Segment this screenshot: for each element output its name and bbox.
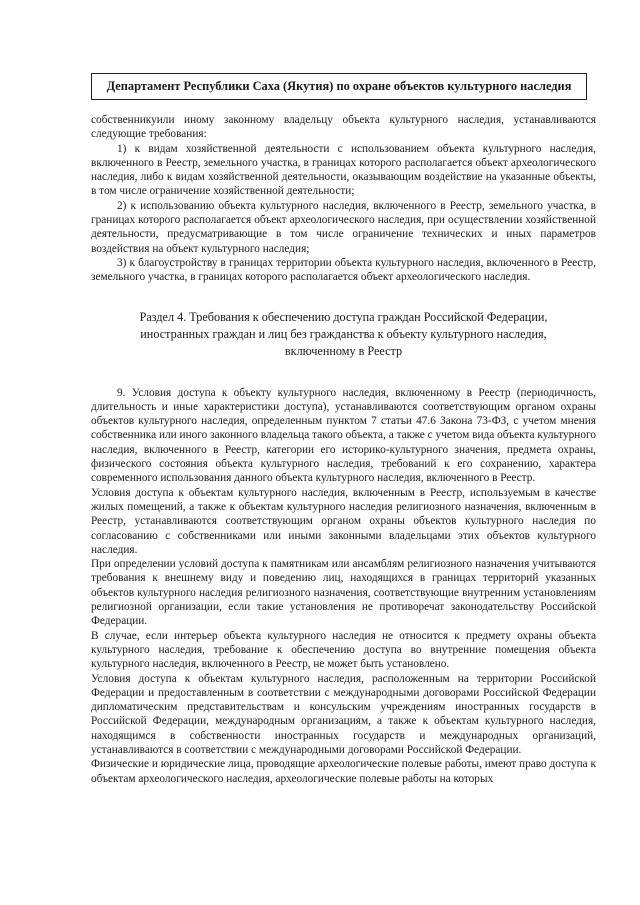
intro-paragraph: собственникуили иному законному владельцу объекта культурного наследия, устанавливаются следующие требования: [91, 114, 596, 141]
section-title [91, 309, 596, 360]
department-title: Департамент Республики Саха (Якутия) по охране объектов культурного наследия [106, 79, 572, 93]
requirement-item-1: 1) к видам хозяйственной деятельности с использованием объекта культурного наследия, включенного в Реестр, земельного участка, в границах которого располагается объект археологического наследия, либо к видам хозяйственной деятельности, оказывающим воздействие на указанные объекты, в том числе ограничение хозяйственной деятельности; [91, 142, 596, 198]
paragraph-archaeology: Физические и юридические лица, проводящие археологические полевые работы, имеют право доступа к объектам археологического наследия, археологические полевые работы на которых [91, 758, 596, 785]
paragraph-residential-religious: Условия доступа к объектам культурного наследия, включенным в Реестр, используемым в качестве жилых помещений, а также к объектам культурного наследия религиозного назначения, включенным в Реестр, устанавливаются соответствующим органом охраны объектов культурного наследия по согласованию с собственниками или иными законными владельцами этих объектов культурного наследия. [91, 486, 596, 556]
document-body [91, 113, 596, 786]
section-title-line-2: иностранных граждан и лиц без гражданства к объекту культурного наследия, [140, 326, 547, 341]
requirement-item-3: 3) к благоустройству в границах территории объекта культурного наследия, включенного в Реестр, земельного участка, в границах которого располагается объект археологического наследия. [91, 256, 596, 284]
paragraph-interior: В случае, если интерьер объекта культурного наследия не относится к предмету охраны объекта культурного наследия, требование к обеспечению доступа во внутренние помещения объекта культурного наследия, включенного в Реестр, не может быть установлено. [91, 629, 596, 671]
section-title-line-1: Раздел 4. Требования к обеспечению доступа граждан Российской Федерации, [139, 309, 548, 324]
paragraph-international: Условия доступа к объектам культурного наследия, расположенным на территории Российской Федерации и предоставленным в соответствии с международными договорами Российской Федерации дипломатическим представительствам и консульским учреждениям иностранных государств в Российской Федерации, международным организациям, а также к объектам культурного наследия, находящимся в собственности иностранных государств и международных организаций, устанавливаются в соответствии с международными договорами Российской Федерации. [91, 672, 596, 756]
department-header [91, 73, 587, 100]
section-title-line-3: включенному в Реестр [284, 343, 403, 358]
paragraph-religious-monuments: При определении условий доступа к памятникам или ансамблям религиозного назначения учитываются требования к внешнему виду и поведению лиц, находящихся в границах территорий указанных объектов культурного наследия религиозного назначения, соответствующие внутренним установлениям религиозной организации, если такие установления не противоречат законодательству Российской Федерации. [91, 558, 596, 628]
requirement-item-2: 2) к использованию объекта культурного наследия, включенного в Реестр, земельного участка, в границах которого располагается объект археологического наследия, при осуществлении хозяйственной деятельности, предусматривающие в том числе ограничение технических и иных параметров воздействия на объект культурного наследия; [91, 199, 596, 255]
paragraph-9: 9. Условия доступа к объекту культурного наследия, включенному в Реестр (периодичность, длительность и иные характеристики доступа), устанавливаются соответствующим органом охраны объектов культурного наследия, определенным пунктом 7 статьи 47.6 Закона 73-ФЗ, с учетом мнения собственника или иного законного владельца такого объекта, а также с учетом вида объекта культурного наследия, включенного в Реестр, категории его историко-культурного значения, предмета охраны, физического состояния объекта культурного наследия, требований к его сохранению, характера современного использования данного объекта культурного наследия, включенного в Реестр. [91, 386, 596, 485]
